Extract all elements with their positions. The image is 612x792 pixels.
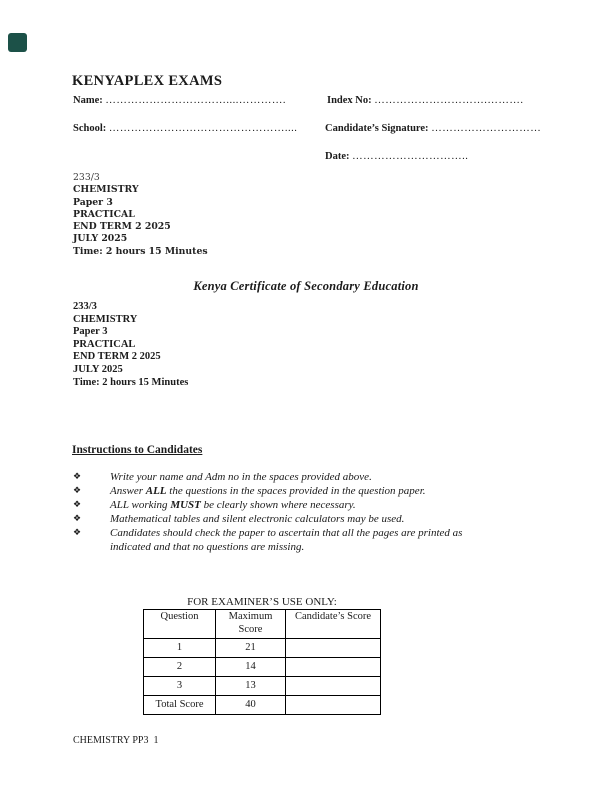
instruction-segment: Write your name and Adm no in the spaces provided above.	[110, 471, 372, 483]
list-item	[73, 526, 553, 554]
instruction-text	[110, 526, 478, 554]
paper-month: JULY 2025	[73, 363, 123, 375]
paper-type: PRACTICAL	[73, 338, 136, 350]
column-header-question: Question	[144, 610, 216, 639]
total-score-label-cell: Total Score	[144, 696, 216, 715]
table-row	[144, 696, 381, 715]
paper-term: END TERM 2 2025	[73, 221, 171, 233]
name-field	[73, 95, 286, 106]
diamond-bullet-icon: ❖	[73, 472, 82, 482]
school-fill-line: …………………………………………....	[108, 123, 298, 134]
instruction-text	[110, 484, 478, 498]
instruction-segment: Mathematical tables and silent electronic calculators may be used.	[110, 513, 405, 525]
table-row	[144, 639, 381, 658]
instruction-text	[110, 498, 478, 512]
instruction-segment-strong: MUST	[170, 499, 201, 511]
diamond-bullet-icon: ❖	[73, 528, 82, 538]
list-item	[73, 498, 553, 512]
question-cell: 3	[144, 677, 216, 696]
examiner-section	[143, 596, 381, 715]
date-label: Date:	[325, 151, 350, 162]
instruction-segment: be clearly shown where necessary.	[200, 499, 356, 511]
school-label: School:	[73, 123, 107, 134]
instruction-segment-strong: ALL	[145, 485, 167, 497]
corner-badge	[8, 33, 27, 52]
table-row	[144, 658, 381, 677]
instruction-segment: ALL working	[110, 499, 171, 511]
paper-code: 233/3	[73, 301, 97, 312]
table-header-row	[144, 610, 381, 639]
paper-code: 233/3	[73, 172, 100, 183]
exam-board-title: KENYAPLEX EXAMS	[72, 73, 223, 89]
date-field	[325, 151, 468, 162]
question-cell: 1	[144, 639, 216, 658]
max-score-cell: 14	[216, 658, 286, 677]
paper-info-block-bottom	[73, 301, 188, 389]
diamond-bullet-icon: ❖	[73, 486, 82, 496]
instruction-segment: Answer	[110, 485, 146, 497]
instruction-segment: Candidates should check the paper to ascertain that all the pages are printed as indicated and that no questions are missing.	[110, 527, 463, 553]
max-score-cell: 40	[216, 696, 286, 715]
certificate-title: Kenya Certificate of Secondary Education	[193, 279, 419, 293]
paper-time: Time: 2 hours 15 Minutes	[73, 245, 208, 257]
signature-field	[325, 123, 541, 134]
list-item	[73, 512, 553, 526]
paper-number: Paper 3	[73, 196, 113, 208]
candidate-score-cell	[286, 658, 381, 677]
paper-term: END TERM 2 2025	[73, 351, 161, 363]
name-fill-line: ……………………………....………….	[105, 95, 286, 106]
candidate-score-cell	[286, 696, 381, 715]
index-no-fill-line: ………………………….……….	[374, 95, 524, 106]
column-header-candidate-score: Candidate’s Score	[286, 610, 381, 639]
paper-number: Paper 3	[73, 326, 108, 338]
paper-subject: CHEMISTRY	[73, 184, 139, 196]
examiner-table-title: FOR EXAMINER’S USE ONLY:	[187, 596, 337, 608]
name-label: Name:	[73, 95, 103, 106]
instructions-list	[73, 470, 553, 554]
max-score-cell: 13	[216, 677, 286, 696]
list-item	[73, 470, 553, 484]
instruction-segment: the questions in the spaces provided in the question paper.	[166, 485, 426, 497]
question-cell: 2	[144, 658, 216, 677]
paper-type: PRACTICAL	[73, 208, 135, 220]
instruction-text	[110, 470, 478, 484]
diamond-bullet-icon: ❖	[73, 514, 82, 524]
signature-label: Candidate’s Signature:	[325, 123, 429, 134]
index-no-field	[327, 95, 524, 106]
instruction-text	[110, 512, 478, 526]
paper-subject: CHEMISTRY	[73, 313, 138, 325]
table-row	[144, 677, 381, 696]
column-header-maximum-score: Maximum Score	[216, 610, 286, 639]
list-item	[73, 484, 553, 498]
paper-time: Time: 2 hours 15 Minutes	[73, 376, 189, 388]
instructions-heading: Instructions to Candidates	[72, 444, 203, 456]
candidate-score-cell	[286, 639, 381, 658]
max-score-cell: 21	[216, 639, 286, 658]
paper-info-block-top	[73, 172, 208, 258]
signature-fill-line: …………………………	[431, 123, 542, 134]
footer-page-label: CHEMISTRY PP3 1	[73, 735, 159, 746]
candidate-score-cell	[286, 677, 381, 696]
diamond-bullet-icon: ❖	[73, 500, 82, 510]
paper-month: JULY 2025	[73, 233, 128, 245]
examiner-score-table	[143, 609, 381, 715]
school-field	[73, 123, 297, 134]
date-fill-line: …………………………..	[352, 151, 469, 162]
index-no-label: Index No:	[327, 95, 372, 106]
